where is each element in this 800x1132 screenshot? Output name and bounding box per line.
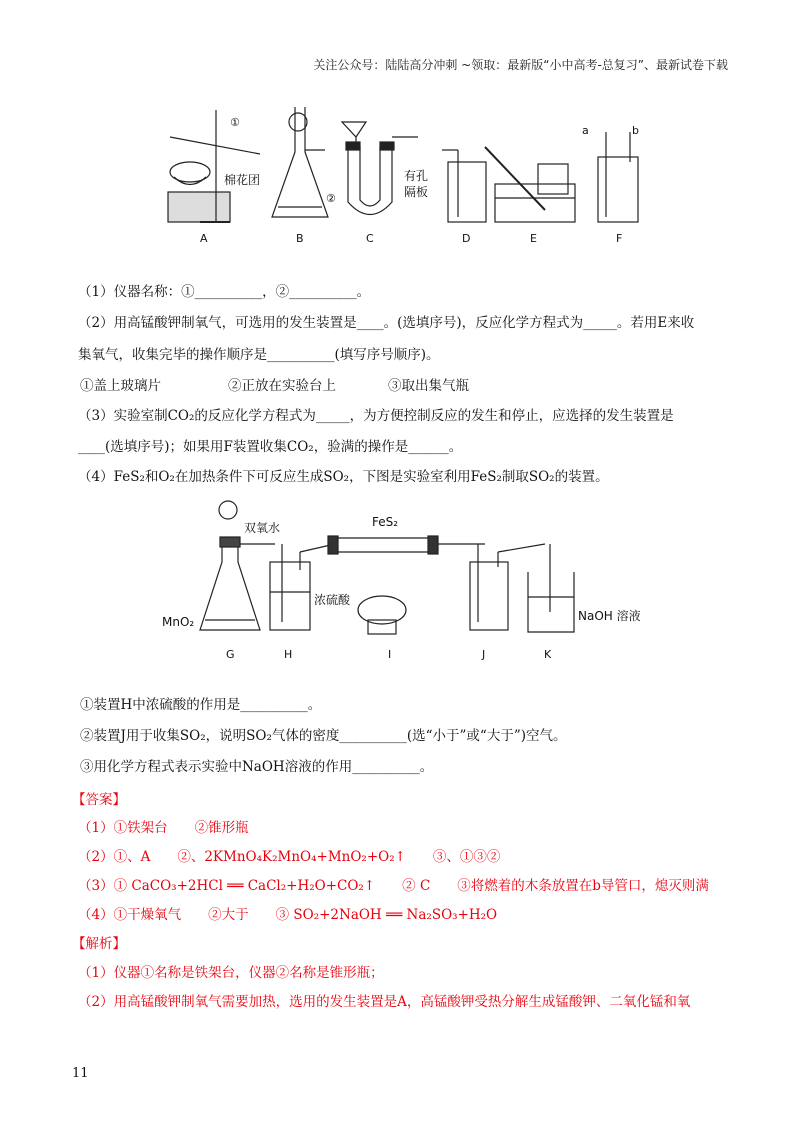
answer-line-4: （4）①干燥氧气 ②大于 ③ SO₂+2NaOH ══ Na₂SO₃+H₂O xyxy=(78,907,498,923)
question-4: （4）FeS₂和O₂在加热条件下可反应生成SO₂，下图是实验室利用FeS₂制取SO₂的装置。 xyxy=(78,469,609,485)
fes2-label: FeS₂ xyxy=(372,515,399,529)
option-2: ②正放在实验台上 xyxy=(228,378,336,394)
hole-label-1: 有孔 xyxy=(404,169,429,183)
label-c: C xyxy=(366,232,374,245)
naoh-label: NaOH 溶液 xyxy=(578,609,641,623)
tube-a-label: a xyxy=(582,124,589,137)
answer-line-1: （1）①铁架台 ②锥形瓶 xyxy=(78,820,249,836)
circle-1-label: ① xyxy=(230,116,240,129)
label-g: G xyxy=(226,648,235,661)
question-4-sub-3: ③用化学方程式表示实验中NaOH溶液的作用__________。 xyxy=(80,759,434,775)
label-a: A xyxy=(200,232,208,245)
label-h: H xyxy=(284,648,293,661)
label-i: I xyxy=(388,648,392,661)
hole-label-2: 隔板 xyxy=(404,185,429,199)
label-e: E xyxy=(530,232,537,245)
label-k: K xyxy=(544,648,552,661)
question-3-line-1: （3）实验室制CO₂的反应化学方程式为_____，为方便控制反应的发生和停止，应选择的发生装置是 xyxy=(78,408,674,424)
answer-line-2: （2）①、A ②、2KMnO₄K₂MnO₄+MnO₂+O₂↑ ③、①③② xyxy=(78,849,501,865)
analysis-title: 【解析】 xyxy=(72,936,126,952)
mno2-label: MnO₂ xyxy=(162,615,195,629)
analysis-line-2: （2）用高锰酸钾制氧气需要加热，选用的发生装置是A，高锰酸钾受热分解生成锰酸钾、二氧化锰和氧 xyxy=(78,994,691,1010)
label-f: F xyxy=(616,232,623,245)
cotton-label: 棉花团 xyxy=(224,173,261,187)
answer-line-3: （3）① CaCO₃+2HCl ══ CaCl₂+H₂O+CO₂↑ ② C ③将燃着的木条放置在b导管口，熄灭则满 xyxy=(78,878,709,894)
question-4-sub-1: ①装置H中浓硫酸的作用是__________。 xyxy=(80,697,322,713)
h2o2-label: 双氧水 xyxy=(244,521,281,535)
answer-title: 【答案】 xyxy=(72,792,126,808)
option-1: ①盖上玻璃片 xyxy=(80,378,161,394)
label-d: D xyxy=(462,232,471,245)
label-j: J xyxy=(482,648,486,661)
page-number: 11 xyxy=(72,1066,89,1081)
question-2-line-2: 集氧气，收集完毕的操作顺序是__________(填写序号顺序)。 xyxy=(78,347,440,363)
question-3-line-2: ____(选填序号)；如果用F装置收集CO₂，验满的操作是______。 xyxy=(78,439,463,455)
apparatus-figure-a-f xyxy=(150,92,650,252)
circle-2-label: ② xyxy=(326,192,336,205)
page-header: 关注公众号：陆陆高分冲刺 ~领取：最新版“小中高考-总复习”、最新试卷下载 xyxy=(313,58,728,72)
tube-b-label: b xyxy=(632,124,639,137)
question-4-sub-2: ②装置J用于收集SO₂，说明SO₂气体的密度__________(选“小于”或“大于”)空气。 xyxy=(80,728,567,744)
question-2-line-1: （2）用高锰酸钾制氧气，可选用的发生装置是____。(选填序号)，反应化学方程式为_____。若用E来收 xyxy=(78,315,695,331)
option-3: ③取出集气瓶 xyxy=(388,378,469,394)
sulfuric-acid-label: 浓硫酸 xyxy=(314,593,351,607)
question-1: （1）仪器名称：①__________，②__________。 xyxy=(78,284,371,300)
label-b: B xyxy=(296,232,304,245)
a-block xyxy=(168,192,230,222)
apparatus-figure-g-k xyxy=(160,492,650,664)
analysis-line-1: （1）仪器①名称是铁架台，仪器②名称是锥形瓶； xyxy=(78,965,384,981)
